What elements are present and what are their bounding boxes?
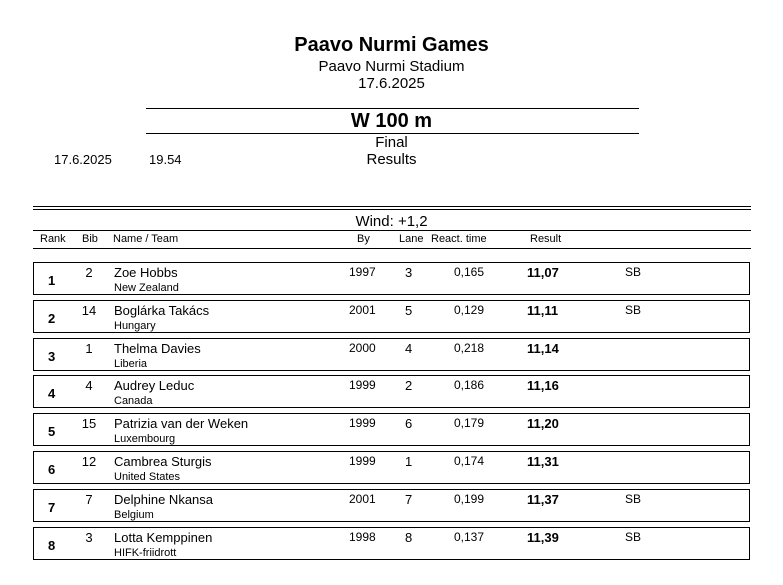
row-bib: 14 (81, 302, 97, 318)
table-row (33, 489, 750, 522)
result-time: 11,11 (527, 302, 559, 318)
athlete-name: Cambrea Sturgis (114, 454, 212, 469)
athlete-team: HIFK-friidrott (114, 546, 177, 559)
birth-year: 2000 (349, 340, 376, 355)
row-rank: 8 (48, 537, 56, 553)
meta-date: 17.6.2025 (54, 152, 112, 167)
result-time: 11,07 (527, 265, 559, 280)
athlete-team: Luxembourg (114, 433, 176, 446)
record-note: SB (625, 529, 642, 544)
athlete-name: Audrey Leduc (114, 378, 195, 394)
col-rank: Rank (40, 233, 66, 245)
lane-number: 5 (405, 302, 413, 318)
birth-year: 1999 (349, 454, 376, 468)
row-rank: 6 (48, 462, 56, 477)
round-label: Final (375, 134, 408, 151)
athlete-name: Patrizia van der Weken (114, 416, 249, 432)
row-rank: 1 (48, 273, 56, 288)
reaction-time: 0,165 (454, 265, 485, 279)
reaction-time: 0,186 (454, 378, 485, 393)
table-row (33, 451, 750, 484)
column-header-top-rule (33, 230, 751, 231)
result-time: 11,31 (527, 454, 559, 469)
lane-number: 8 (405, 529, 413, 545)
result-time: 11,20 (527, 416, 559, 432)
birth-year: 2001 (349, 302, 376, 317)
athlete-name: Zoe Hobbs (114, 265, 178, 280)
col-name-team: Name / Team (113, 233, 179, 245)
row-rank: 7 (48, 499, 56, 515)
reaction-time: 0,199 (454, 491, 485, 506)
row-rank: 2 (48, 310, 56, 326)
row-rank: 4 (48, 386, 56, 402)
reaction-time: 0,174 (454, 454, 485, 468)
athlete-name: Boglárka Takács (114, 302, 210, 318)
venue-name: Paavo Nurmi Stadium (318, 58, 465, 75)
lane-number: 3 (405, 265, 413, 280)
col-react-time: React. time (431, 233, 487, 245)
col-lane: Lane (399, 233, 424, 245)
lane-number: 6 (405, 416, 413, 432)
table-top-rule-2 (33, 209, 751, 210)
lane-number: 7 (405, 491, 413, 507)
row-bib: 1 (85, 340, 93, 356)
athlete-team: Liberia (114, 357, 148, 370)
reaction-time: 0,179 (454, 416, 485, 431)
table-row (33, 413, 750, 446)
record-note: SB (625, 491, 642, 506)
col-result: Result (530, 233, 562, 245)
row-rank: 3 (48, 348, 56, 364)
row-bib: 15 (81, 416, 97, 432)
results-label: Results (366, 151, 417, 168)
row-bib: 4 (85, 378, 93, 394)
athlete-team: New Zealand (114, 282, 179, 294)
athlete-name: Thelma Davies (114, 340, 201, 356)
result-time: 11,39 (527, 529, 559, 545)
birth-year: 1999 (349, 378, 376, 393)
record-note: SB (625, 265, 642, 279)
competition-title: Paavo Nurmi Games (294, 34, 489, 56)
col-by: By (357, 233, 370, 245)
table-row (33, 527, 750, 560)
athlete-team: Canada (114, 395, 153, 408)
event-name: W 100 m (350, 110, 433, 132)
table-top-rule (33, 206, 751, 207)
row-bib: 2 (85, 265, 93, 280)
col-bib: Bib (82, 233, 98, 245)
result-time: 11,37 (527, 491, 559, 507)
table-row (33, 262, 750, 295)
record-note: SB (625, 302, 642, 317)
row-bib: 12 (81, 454, 97, 469)
athlete-name: Delphine Nkansa (114, 491, 214, 507)
meta-time: 19.54 (149, 152, 182, 167)
row-bib: 3 (85, 529, 93, 545)
lane-number: 1 (405, 454, 413, 469)
athlete-team: United States (114, 471, 181, 483)
lane-number: 4 (405, 340, 413, 356)
lane-number: 2 (405, 378, 413, 394)
wind-reading: Wind: +1,2 (355, 213, 428, 230)
table-row (33, 300, 750, 333)
birth-year: 1997 (349, 265, 376, 279)
reaction-time: 0,129 (454, 302, 485, 317)
row-bib: 7 (85, 491, 93, 507)
reaction-time: 0,218 (454, 340, 485, 355)
athlete-name: Lotta Kemppinen (114, 529, 213, 545)
birth-year: 2001 (349, 491, 376, 506)
competition-date: 17.6.2025 (358, 75, 425, 92)
birth-year: 1998 (349, 529, 376, 544)
athlete-team: Belgium (114, 508, 154, 521)
result-time: 11,16 (527, 378, 559, 394)
reaction-time: 0,137 (454, 529, 485, 544)
table-row (33, 375, 750, 408)
column-header-bottom-rule (33, 248, 751, 249)
row-rank: 5 (48, 424, 56, 440)
result-time: 11,14 (527, 340, 559, 356)
birth-year: 1999 (349, 416, 376, 431)
event-top-rule (146, 108, 639, 109)
athlete-team: Hungary (114, 319, 156, 332)
table-row (33, 338, 750, 371)
